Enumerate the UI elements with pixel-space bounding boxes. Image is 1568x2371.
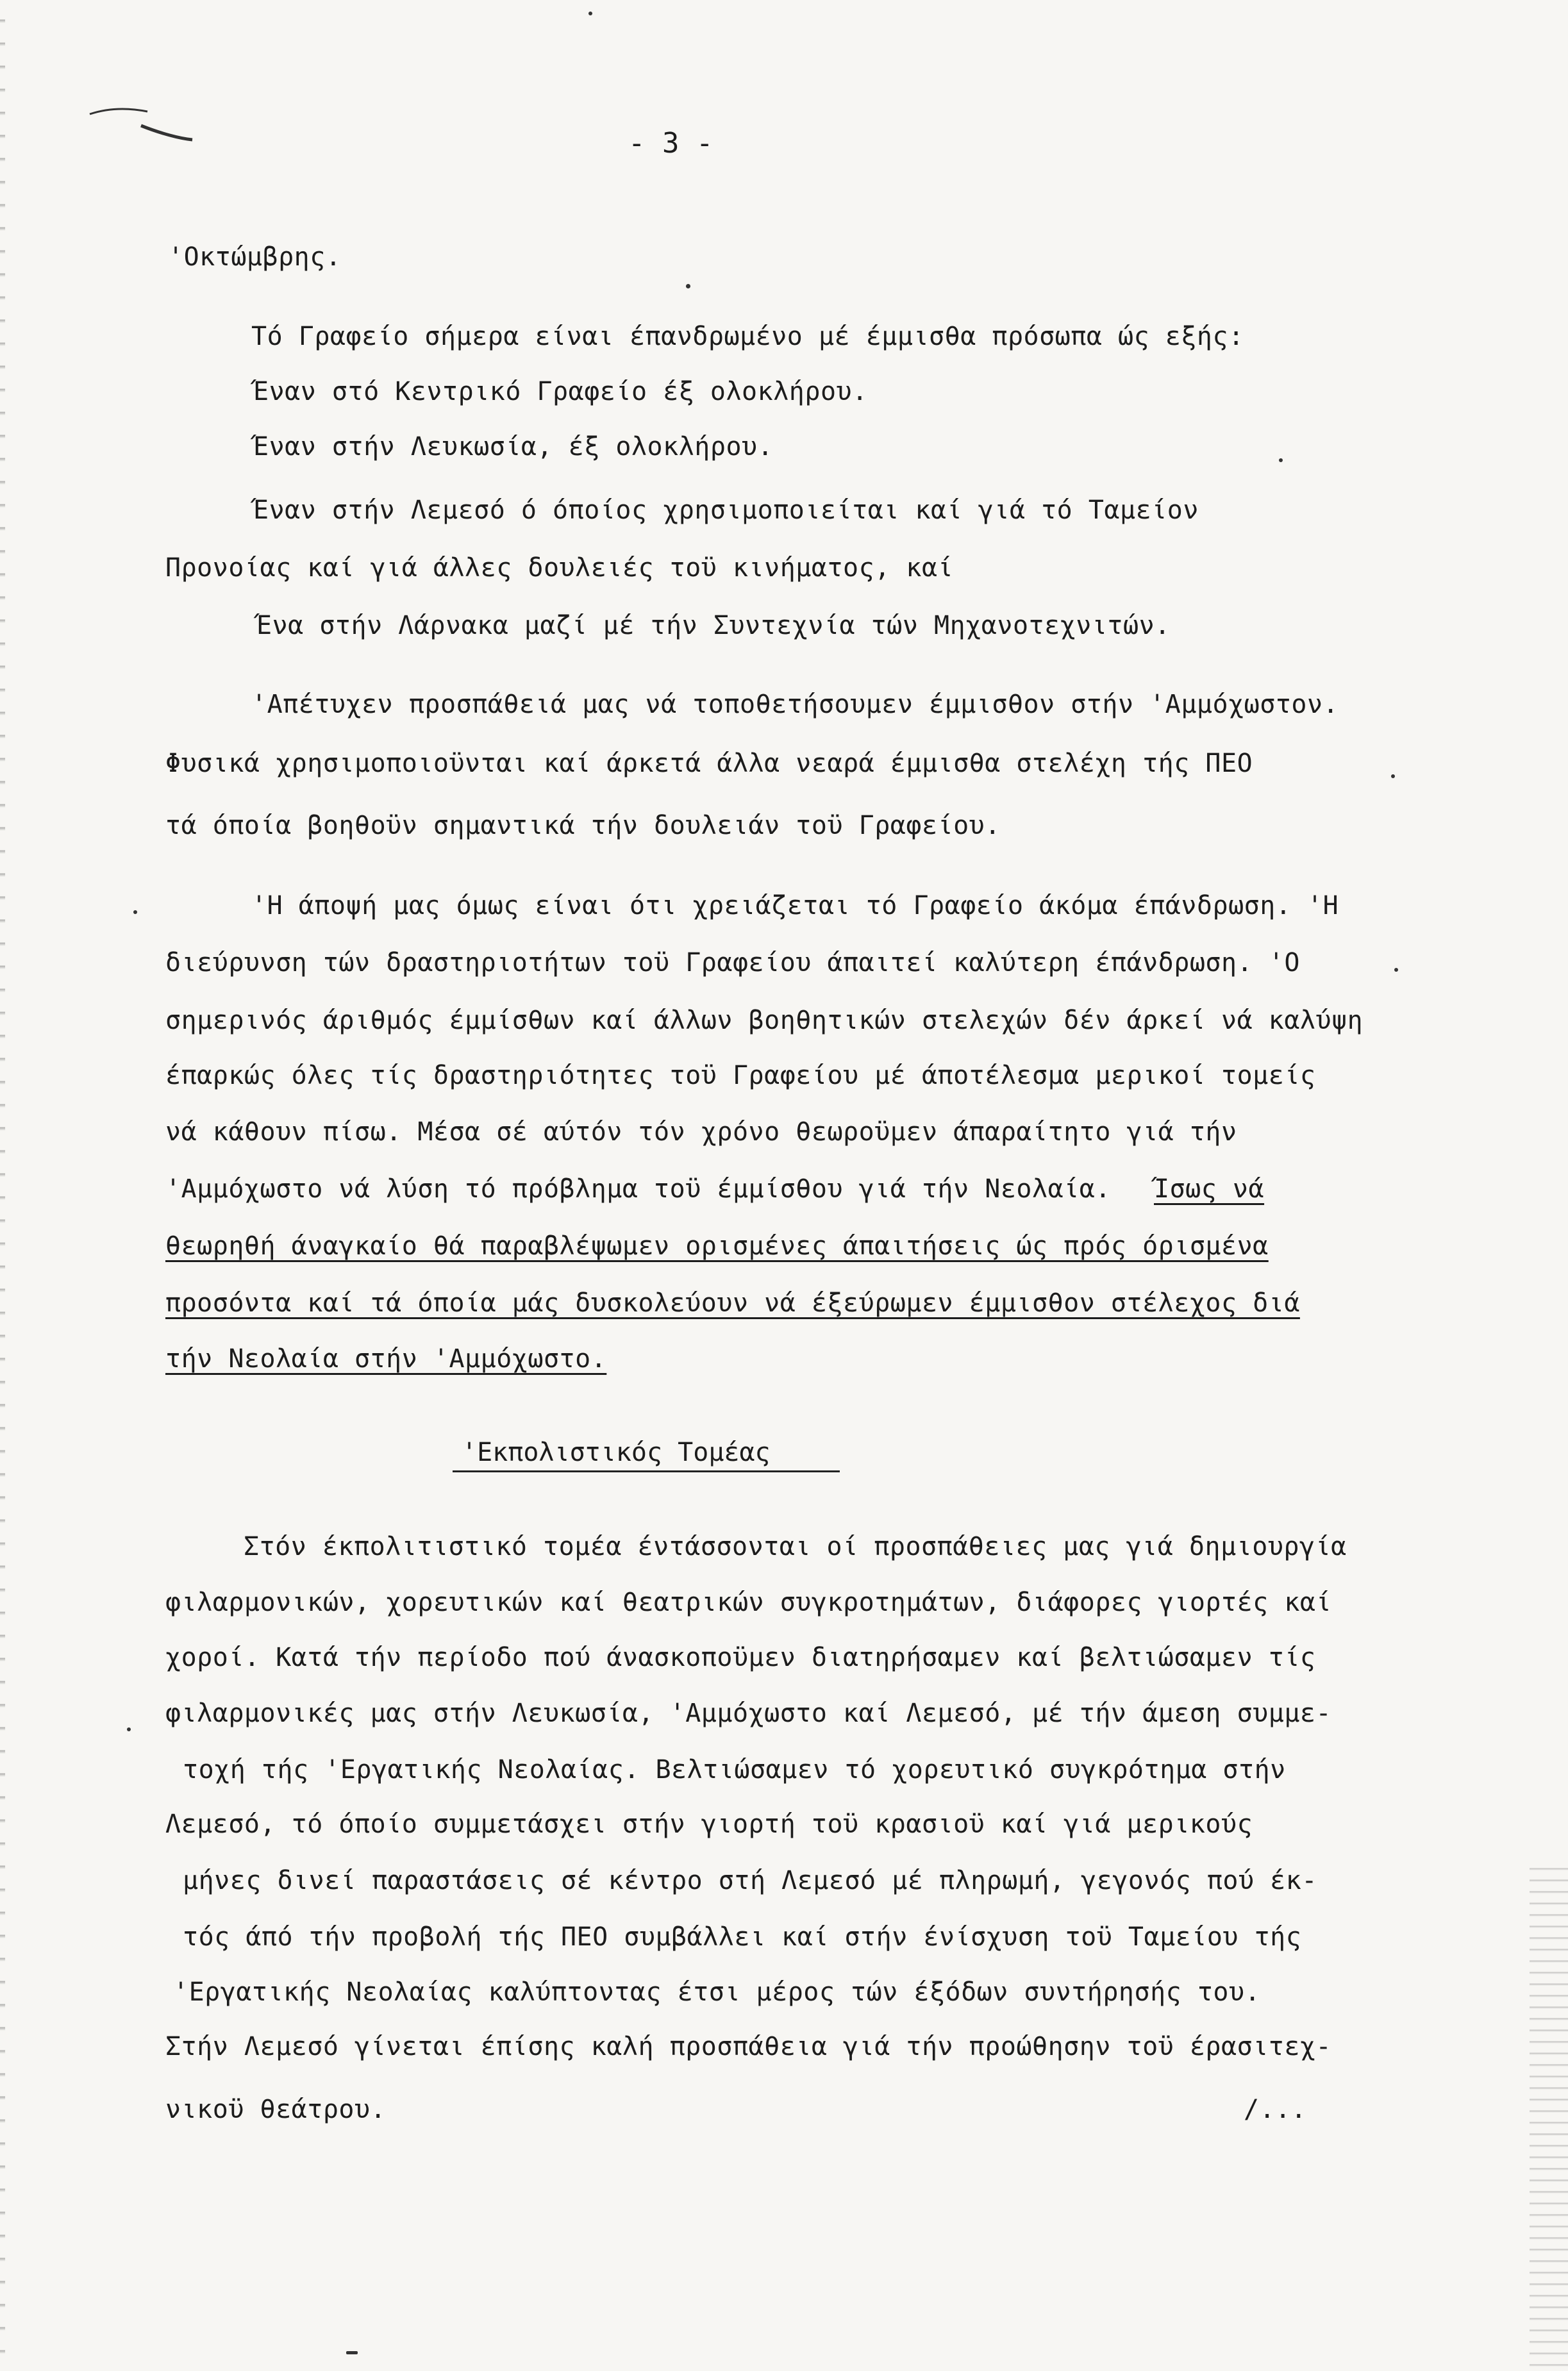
text-line: Φυσικά χρησιμοποιοϋνται καί άρκετά άλλα νεαρά έμμισθα στελέχη τής ΠΕΟ: [165, 749, 1253, 778]
text-line: Προνοίας καί γιά άλλες δουλειές τοϋ κινήματος, καί: [165, 553, 954, 583]
scan-speck: [686, 284, 690, 288]
text-line: 'Οκτώμβρης.: [168, 242, 342, 272]
heading-underline: [453, 1470, 840, 1472]
text-line: τός άπό τήν προβολή τής ΠΕΟ συμβάλλει καί στήν ένίσχυση τοϋ Ταμείου τής: [183, 1922, 1302, 1952]
pen-mark-icon: [77, 96, 205, 160]
text-line: νικοϋ θεάτρου.: [165, 2095, 387, 2124]
text-line: νά κάθουν πίσω. Μέσα σέ αύτόν τόν χρόνο θεωροϋμεν άπαραίτητο γιά τήν: [165, 1117, 1237, 1147]
text-line-underlined: τήν Νεολαία στήν 'Αμμόχωστο.: [165, 1344, 607, 1374]
text-line: μήνες δινεί παραστάσεις σέ κέντρο στή Λεμεσό μέ πληρωμή, γεγονός πού έκ-: [183, 1866, 1317, 1895]
text-line-underlined: προσόντα καί τά όποία μάς δυσκολεύουν νά έξεύρωμεν έμμισθον στέλεχος διά: [165, 1288, 1300, 1318]
scan-speck: [588, 12, 592, 15]
text-line: Έναν στήν Λεμεσό ό όποίος χρησιμοποιείται καί γιά τό Ταμείον: [253, 495, 1199, 525]
text-line: Λεμεσό, τό όποίο συμμετάσχει στήν γιορτή τοϋ κρασιοϋ καί γιά μερικούς: [165, 1809, 1253, 1839]
scan-speck: [1279, 458, 1283, 462]
text-line: Έναν στήν Λευκωσία, έξ ολοκλήρου.: [253, 432, 774, 462]
continuation-mark: /...: [1244, 2095, 1307, 2124]
text-line: τοχή τής 'Εργατικής Νεολαίας. Βελτιώσαμεν τό χορευτικό συγκρότημα στήν: [183, 1755, 1286, 1784]
text-line: Στήν Λεμεσό γίνεται έπίσης καλή προσπάθεια γιά τήν προώθησην τοϋ έρασιτεχ-: [165, 2032, 1332, 2061]
scan-speck: [346, 2351, 358, 2354]
text-line: Στόν έκπολιτιστικό τομέα έντάσσονται οί προσπάθειες μας γιά δημιουργία: [244, 1532, 1347, 1561]
text-line: Ένα στήν Λάρνακα μαζί μέ τήν Συντεχνία τών Μηχανοτεχνιτών.: [256, 611, 1171, 640]
text-line: φιλαρμονικών, χορευτικών καί θεατρικών συγκροτημάτων, διάφορες γιορτές καί: [165, 1588, 1332, 1617]
scan-edge-left: [0, 0, 5, 2371]
scan-speck: [127, 1727, 131, 1731]
text-line: 'Εργατικής Νεολαίας καλύπτοντας έτσι μέρος τών έξόδων συντήρησής του.: [173, 1977, 1261, 2007]
text-line: διεύρυνση τών δραστηριοτήτων τοϋ Γραφείου άπαιτεί καλύτερη έπάνδρωση. 'Ο: [165, 948, 1300, 978]
scan-edge-right: [1530, 1859, 1568, 2371]
text-line-underlined: Ίσως νά: [1154, 1174, 1265, 1204]
scan-speck: [133, 910, 137, 914]
text-line: χοροί. Κατά τήν περίοδο πού άνασκοποϋμεν διατηρήσαμεν καί βελτιώσαμεν τίς: [165, 1643, 1316, 1672]
text-line: σημερινός άριθμός έμμίσθων καί άλλων βοηθητικών στελεχών δέν άρκεί νά καλύψη: [165, 1006, 1364, 1035]
text-line: Τό Γραφείο σήμερα είναι έπανδρωμένο μέ έμμισθα πρόσωπα ώς εξής:: [251, 322, 1244, 351]
text-line: 'Η άποψή μας όμως είναι ότι χρειάζεται τό Γραφείο άκόμα έπάνδρωση. 'Η: [251, 891, 1339, 920]
section-heading: 'Εκπολιστικός Τομέας: [462, 1438, 771, 1467]
scan-speck: [1394, 968, 1398, 972]
scan-speck: [1391, 774, 1395, 778]
page-number: - 3 -: [628, 127, 713, 160]
text-line: 'Αμμόχωστο νά λύση τό πρόβλημα τοϋ έμμίσθου γιά τήν Νεολαία.: [165, 1174, 1111, 1204]
text-line-underlined: θεωρηθή άναγκαίο θά παραβλέψωμεν ορισμένες άπαιτήσεις ώς πρός όρισμένα: [165, 1231, 1269, 1261]
text-line: έπαρκώς όλες τίς δραστηριότητες τοϋ Γραφείου μέ άποτέλεσμα μερικοί τομείς: [165, 1061, 1316, 1090]
text-line: Έναν στό Κεντρικό Γραφείο έξ ολοκλήρου.: [253, 377, 868, 406]
text-line: 'Απέτυχεν προσπάθειά μας νά τοποθετήσουμεν έμμισθον στήν 'Αμμόχωστον.: [251, 690, 1339, 719]
text-line: φιλαρμονικές μας στήν Λευκωσία, 'Αμμόχωστο καί Λεμεσό, μέ τήν άμεση συμμε-: [165, 1699, 1332, 1728]
text-line: τά όποία βοηθοϋν σημαντικά τήν δουλειάν τοϋ Γραφείου.: [165, 811, 1001, 840]
